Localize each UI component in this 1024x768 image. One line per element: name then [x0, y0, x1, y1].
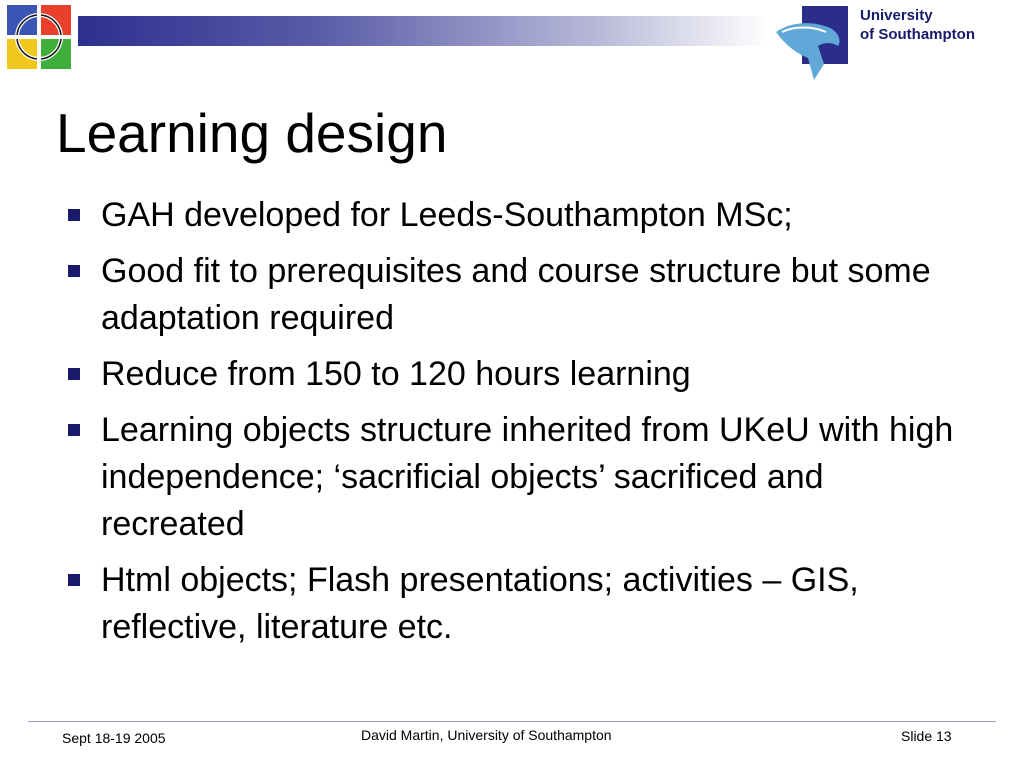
- bullet-text: Html objects; Flash presentations; activities – GIS, reflective, literature etc.: [101, 561, 859, 646]
- bullet-item: [68, 351, 968, 398]
- bullet-text: GAH developed for Leeds-Southampton MSc;: [101, 196, 793, 234]
- bullet-text: Learning objects structure inherited from UKeU with high independence; ‘sacrificial objects’ sacrificed and recreated: [101, 411, 954, 543]
- bullet-item: [68, 248, 968, 342]
- footer-divider: [28, 721, 996, 722]
- square-bullet-icon: [68, 368, 80, 380]
- bullet-item: [68, 557, 968, 651]
- quadrant-circle-logo-icon: [6, 4, 72, 70]
- university-name: [860, 6, 975, 44]
- square-bullet-icon: [68, 574, 80, 586]
- footer-date: Sept 18-19 2005: [62, 730, 166, 746]
- square-bullet-icon: [68, 265, 80, 277]
- square-bullet-icon: [68, 209, 80, 221]
- dolphin-shield-logo-icon: [772, 2, 858, 82]
- slide-title: Learning design: [56, 102, 448, 164]
- bullet-item: [68, 407, 968, 548]
- slide-number: Slide 13: [901, 728, 952, 744]
- bullet-item: [68, 192, 968, 239]
- university-name-line1: University: [860, 7, 933, 24]
- header-gradient-banner: [78, 16, 770, 46]
- footer-author: David Martin, University of Southampton: [361, 727, 612, 743]
- bullet-text: Reduce from 150 to 120 hours learning: [101, 355, 691, 393]
- university-logo: [772, 2, 1008, 82]
- square-bullet-icon: [68, 424, 80, 436]
- bullet-list: [68, 192, 968, 660]
- university-name-line2: of Southampton: [860, 26, 975, 43]
- bullet-text: Good fit to prerequisites and course structure but some adaptation required: [101, 252, 931, 337]
